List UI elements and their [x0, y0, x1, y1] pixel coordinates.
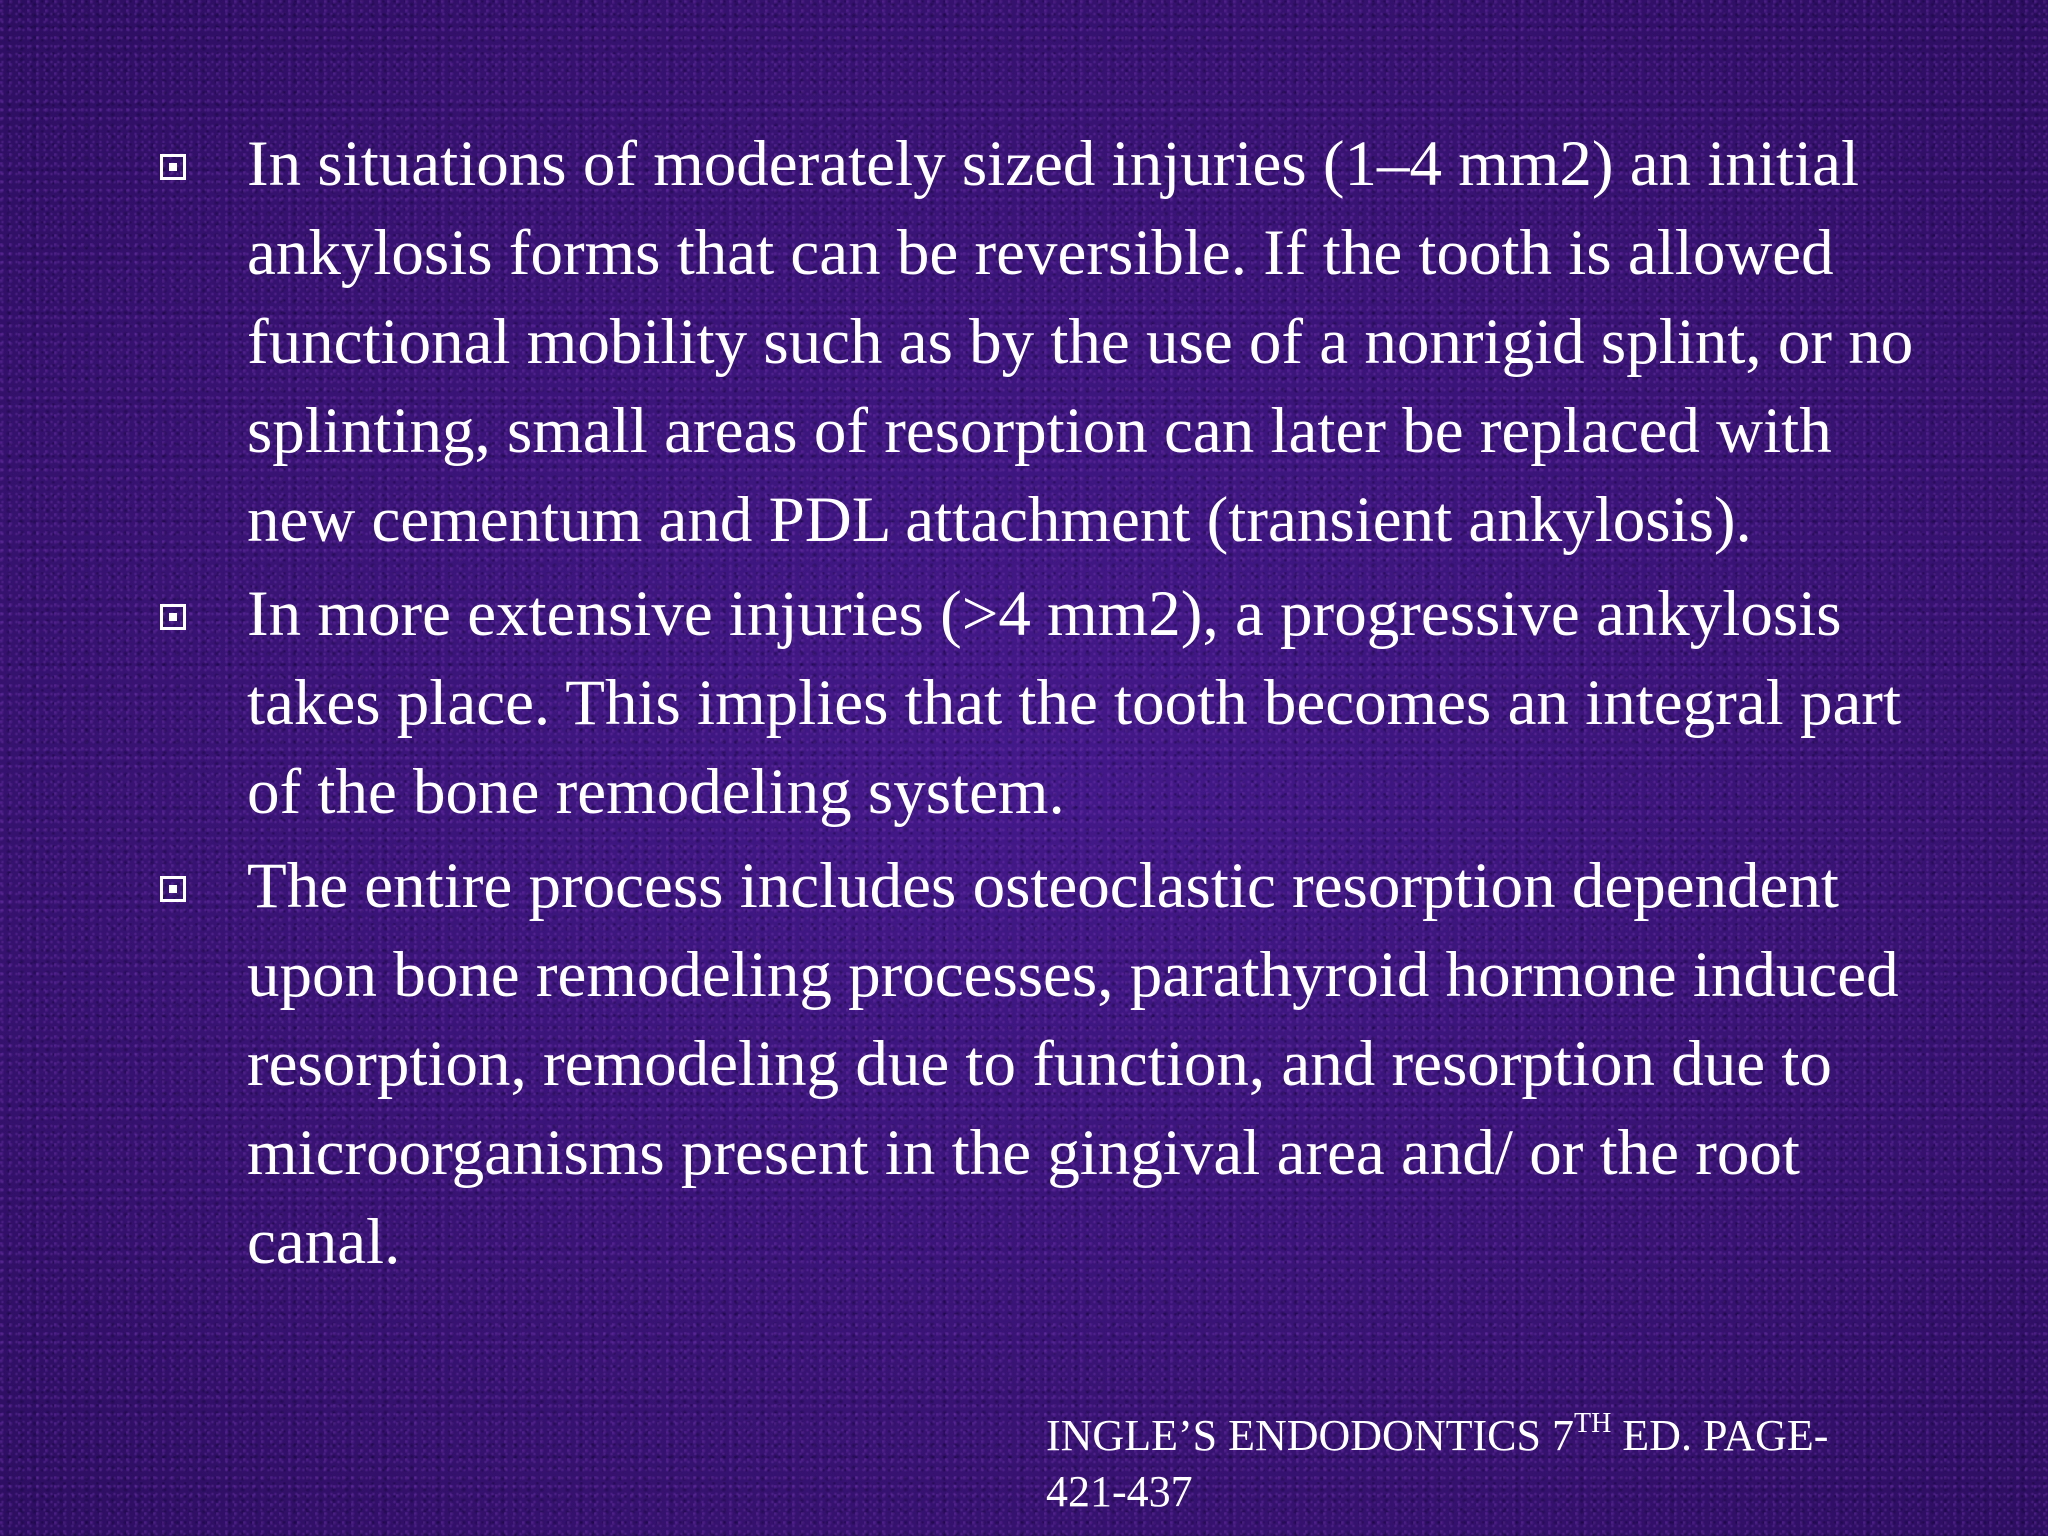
- bullet-item: [150, 120, 1950, 565]
- bullet-item: [150, 570, 1950, 837]
- bullet-text: In more extensive injuries (>4 mm2), a progressive ankylosis takes place. This implies that the tooth becomes an integral part of the bone remodeling system.: [247, 578, 1902, 828]
- square-bullet-icon: [160, 154, 186, 180]
- reference-pages: 421-437: [1046, 1467, 1193, 1516]
- reference-suffix: ED. PAGE-: [1611, 1411, 1829, 1460]
- reference-citation: [1046, 1408, 2046, 1520]
- bullet-list: [150, 120, 1950, 1292]
- square-bullet-icon: [160, 604, 186, 630]
- reference-prefix: INGLE’S ENDODONTICS 7: [1046, 1411, 1574, 1460]
- reference-superscript: TH: [1573, 1408, 1612, 1439]
- bullet-text: In situations of moderately sized injuries (1–4 mm2) an initial ankylosis forms that can be reversible. If the tooth is allowed functional mobility such as by the use of a nonrigid splint, or no splinting, small areas of resorption can later be replaced with new cementum and PDL attachment (transient ankylosis).: [247, 128, 1914, 556]
- bullet-item: [150, 842, 1950, 1287]
- square-bullet-icon: [160, 876, 186, 902]
- bullet-text: The entire process includes osteoclastic resorption dependent upon bone remodeling processes, parathyroid hormone induced resorption, remodeling due to function, and resorption due to microorganisms present in the gingival area and/ or the root canal.: [247, 850, 1899, 1278]
